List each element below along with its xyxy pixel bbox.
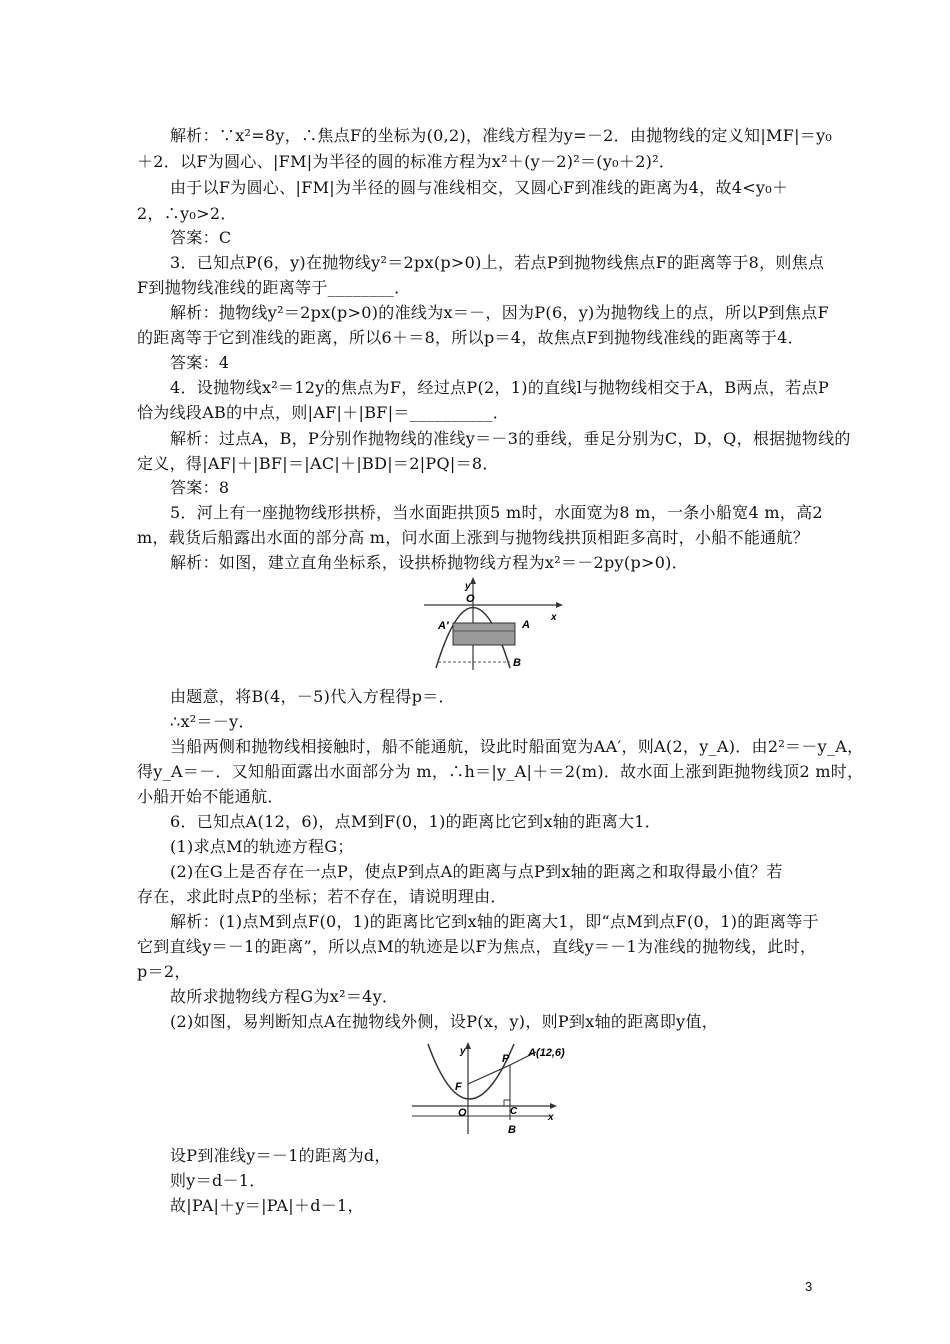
- text-line: (2)在G上是否存在一点P，使点P到点A的距离与点P到x轴的距离之和取得最小值？若: [170, 862, 783, 881]
- text-line: 解析：抛物线y²＝2px(p>0)的准线为x＝－，因为P(6，y)为抛物线上的点，所以P到焦点F: [170, 303, 829, 322]
- text-line: 当船两侧和抛物线相接触时，船不能通航，设此时船面宽为AA′，则A(2，y_A)．由2²＝－y_A，: [170, 737, 864, 756]
- text-line: (2)如图，易判断知点A在抛物线外侧，设P(x，y)，则P到x轴的距离即y值，: [170, 1012, 719, 1031]
- text-line: 解析：如图，建立直角坐标系，设拱桥抛物线方程为x²＝－2py(p>0)．: [170, 553, 689, 572]
- text-line: 4．设抛物线x²＝12y的焦点为F，经过点P(2，1)的直线l与抛物线相交于A，B两点，若点P: [170, 378, 830, 397]
- text-line: 解析：过点A，B，P分别作抛物线的准线y＝－3的垂线，垂足分别为C，D，Q，根据抛物线的: [170, 429, 851, 448]
- text-line: m，载货后船露出水面的部分高 m，问水面上涨到与抛物线拱顶相距多高时，小船不能通航？: [137, 528, 810, 547]
- text-line: 存在，求此时点P的坐标；若不存在，请说明理由．: [137, 887, 507, 906]
- segment-fp: [468, 1065, 510, 1084]
- text-line: 恰为线段AB的中点，则|AF|＋|BF|＝__________．: [137, 403, 509, 422]
- y-axis-arrow: [465, 1042, 471, 1049]
- text-line: 由于以F为圆心、|FM|为半径的圆与准线相交，又圆心F到准线的距离为4，故4<y₀＋: [170, 178, 789, 197]
- focus-f-label: F: [455, 1081, 462, 1093]
- text-line: 解析：∵x²=8y，∴焦点F的坐标为(0,2)，准线方程为y=－2．由抛物线的定义知|MF|＝y₀: [170, 126, 833, 145]
- point-b-label: B: [508, 1124, 516, 1136]
- y-axis-arrow: [470, 577, 476, 584]
- text-line: p＝2，: [137, 962, 191, 981]
- page-number: 3: [805, 1279, 813, 1294]
- text-line: 故|PA|＋y＝|PA|＋d－1，: [170, 1196, 364, 1215]
- text-line: 答案：C: [170, 228, 232, 247]
- text-line: (1)求点M的轨迹方程G；: [170, 837, 354, 856]
- text-line: 5．河上有一座抛物线形拱桥，当水面距拱顶5 m时，水面宽为8 m，一条小船宽4 m，高2: [170, 503, 823, 522]
- text-line: 答案：8: [170, 478, 230, 497]
- text-line: 小船开始不能通航．: [137, 787, 284, 806]
- x-axis-label: x: [551, 612, 557, 623]
- x-axis-label: x: [548, 1112, 554, 1123]
- y-axis-label: y: [465, 581, 471, 592]
- x-axis-arrow: [550, 1103, 557, 1109]
- origin-label: O: [458, 1107, 467, 1119]
- text-line: F到抛物线准线的距离等于________．: [137, 278, 411, 297]
- text-line: 得y_A＝－．又知船面露出水面部分为 m，∴h＝|y_A|＋＝2(m)．故水面上涨到距抛物线顶2 m时，: [137, 762, 864, 781]
- point-a-label: A(12,6): [528, 1047, 565, 1059]
- text-line: ＋2．以F为圆心、|FM|为半径的圆的标准方程为x²＋(y－2)²＝(y₀＋2)²．: [137, 152, 676, 171]
- boat-rect: [453, 623, 515, 645]
- y-axis-label: y: [460, 1046, 466, 1057]
- text-line: 它到直线y＝－1的距离”，所以点M的轨迹是以F为焦点，直线y＝－1为准线的抛物线，此时，: [137, 937, 817, 956]
- text-line: 3．已知点P(6，y)在抛物线y²＝2px(p>0)上，若点P到抛物线焦点F的距离等于8，则焦点: [170, 253, 825, 272]
- text-line: 的距离等于它到准线的距离，所以6＋＝8，所以p＝4，故焦点F到抛物线准线的距离等于4．: [137, 328, 804, 347]
- text-line: 答案：4: [170, 353, 230, 372]
- point-c-label: C: [510, 1106, 518, 1117]
- parabola-figure: [410, 1040, 565, 1138]
- text-line: 由题意，将B(4，－5)代入方程得p＝．: [170, 687, 455, 706]
- point-p-label: P: [502, 1053, 510, 1065]
- text-line: 2，∴y₀>2．: [137, 204, 237, 223]
- text-line: ∴x²＝－y．: [170, 712, 255, 731]
- point-b-label: B: [513, 657, 521, 669]
- text-line: 则y＝d－1．: [170, 1171, 266, 1190]
- text-line: 定义，得|AF|＋|BF|＝|AC|＋|BD|＝2|PQ|＝8．: [137, 454, 499, 473]
- point-a-label: A: [522, 619, 530, 631]
- text-line: 解析：(1)点M到点F(0，1)的距离比它到x轴的距离大1，即“点M到点F(0，1)的距离等于: [170, 912, 819, 931]
- text-line: 设P到准线y＝－1的距离为d，: [170, 1146, 391, 1165]
- origin-label: O: [466, 593, 475, 605]
- bridge-arch-figure: [418, 575, 566, 674]
- text-line: 6．已知点A(12，6)，点M到F(0，1)的距离比它到x轴的距离大1．: [170, 812, 662, 831]
- x-axis-arrow: [556, 602, 563, 608]
- text-line: 故所求抛物线方程G为x²＝4y．: [170, 987, 399, 1006]
- point-a-prime-label: A′: [438, 620, 449, 632]
